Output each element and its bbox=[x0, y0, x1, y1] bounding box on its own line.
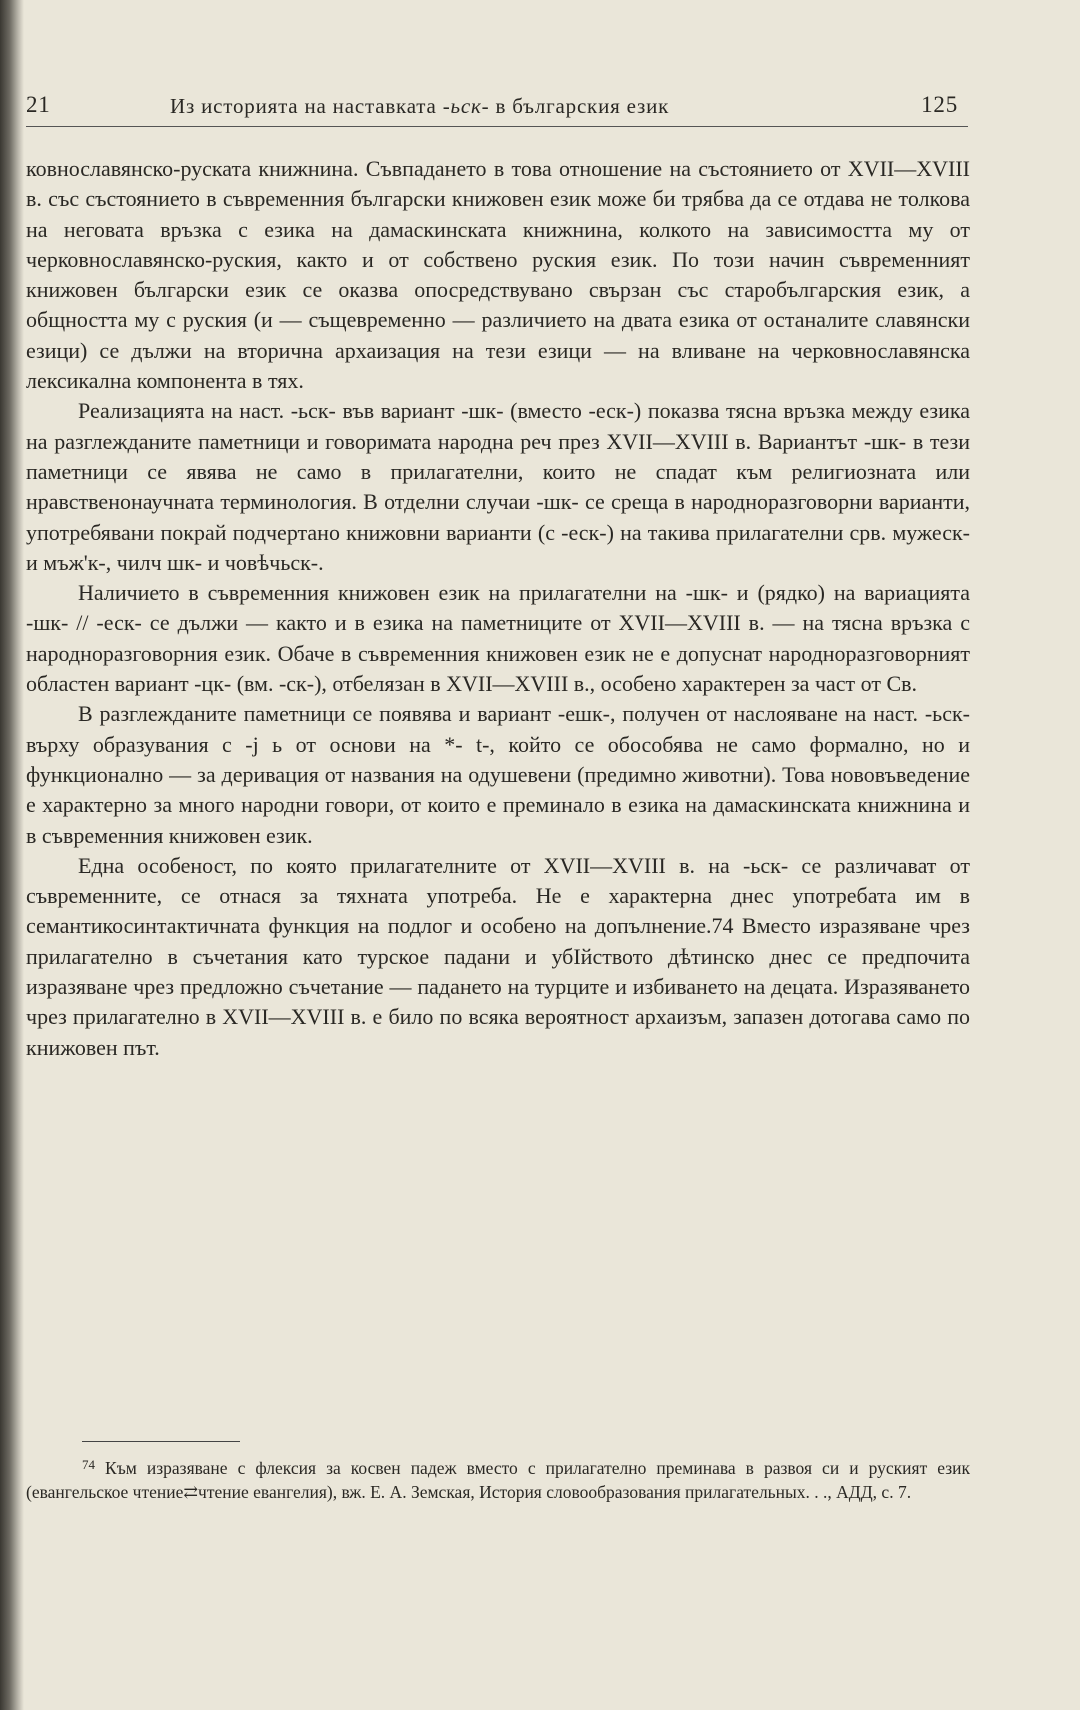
running-title-end: в българския език bbox=[489, 94, 670, 118]
book-page bbox=[24, 0, 1064, 1710]
header-rule bbox=[26, 126, 968, 127]
running-head bbox=[24, 88, 966, 124]
paragraph-variant-eshk: В разглежданите паметници се появява и вариант -ешк-, получен от наслояване на наст. -ьск- върху образувания с -ј ь от основи на *- t-, който се обособява не само формално, но и функционално — за деривация от названия на одушевени (предимно животни). Това нововъведение е характерно за много народни говори, от които е преминало в езика на дамаскинската книжнина и в съвременния книжовен език. bbox=[26, 701, 970, 848]
paragraph-usage: Една особеност, по която прилагателните от XVII—XVIII в. на -ьск- се различават от съвременните, се отнася за тяхната употреба. Не е характерна днес употребата им в семантикосинтактичната функция на подлог и особено на допълнение.74 Вместо изразяване чрез прилагателно в съчетания като турское падани и убІйството дѣтинско днес се предпочита изразяване чрез предложно съчетание — падането на турците и избиването на децата. Изразяването чрез прилагателно в XVII—XVIII в. е било по всяка вероятност архаизъм, запазен дотогава само по книжовен път. bbox=[26, 852, 970, 1060]
main-text bbox=[26, 154, 970, 1063]
running-title-start: Из историята на наставката bbox=[170, 94, 443, 118]
book-spine-shadow bbox=[0, 0, 24, 1710]
footnote bbox=[26, 1453, 970, 1504]
footnote-rule bbox=[82, 1441, 240, 1442]
page-number-right: 125 bbox=[921, 92, 958, 117]
paragraph-presence: Наличието в съвременния книжовен език на прилагателни на -шк- и (рядко) на вариацията -шк- // -еск- се дължи — както и в езика на паметниците от XVII—XVIII в. — на тясна връзка с народноразговорния език. Обаче в съвременния книжовен език не е допуснат народноразговорният областен вариант -цк- (вм. -ск-), отбелязан в XVII—XVIII в., особено характерен за част от Св. bbox=[26, 580, 970, 697]
paragraph-realization: Реализацията на наст. -ьск- във вариант -шк- (вместо -еск-) показва тясна връзка между езика на разглежданите паметници и говоримата народна реч през XVII—XVIII в. Вариантът -шк- в тези паметници се явява не само в прилагателни, които не спадат към религиозната или нравственонаучната терминология. В отделни случаи -шк- се среща в народноразговорни варианти, употребявани покрай подчертано книжовни варианти (с -еск-) на такива прилагателни срв. мужеск- и мъж'к-, чилч шк- и човѣчьск-. bbox=[26, 398, 970, 575]
footnote-mark: 74 bbox=[82, 1457, 95, 1472]
footnote-text: Към изразяване с флексия за косвен падеж вместо с прилагателно преминава в развоя си и руският език (евангельское чтение⇄чтение евангелия), вж. Е. А. Земская, История словообразования прилагательных. . ., АДД, с. 7. bbox=[26, 1458, 971, 1502]
running-title bbox=[170, 94, 669, 119]
running-title-suffix: -ьск- bbox=[442, 94, 490, 118]
paragraph-continued: ковнославянско-руската книжнина. Съвпадането в това отношение на състоянието от XVII—XVIII в. със състоянието в съвременния български книжовен език може би трябва да се отдава не толкова на неговата връзка с езика на дамаскинската книжнина, колкото на зависимостта му от черковнославянско-руския, както и от собствено руския език. По този начин съвременният книжовен български език се оказва опосредствувано свързан със старобългарския език, а общността му с руския (и — същевременно — различието на двата езика от останалите славянски езици) се дължи на вторична архаизация на тези езици — на вливане на черковнославянска лексикална компонента в тях. bbox=[26, 156, 970, 394]
page-number-left: 21 bbox=[26, 92, 51, 117]
